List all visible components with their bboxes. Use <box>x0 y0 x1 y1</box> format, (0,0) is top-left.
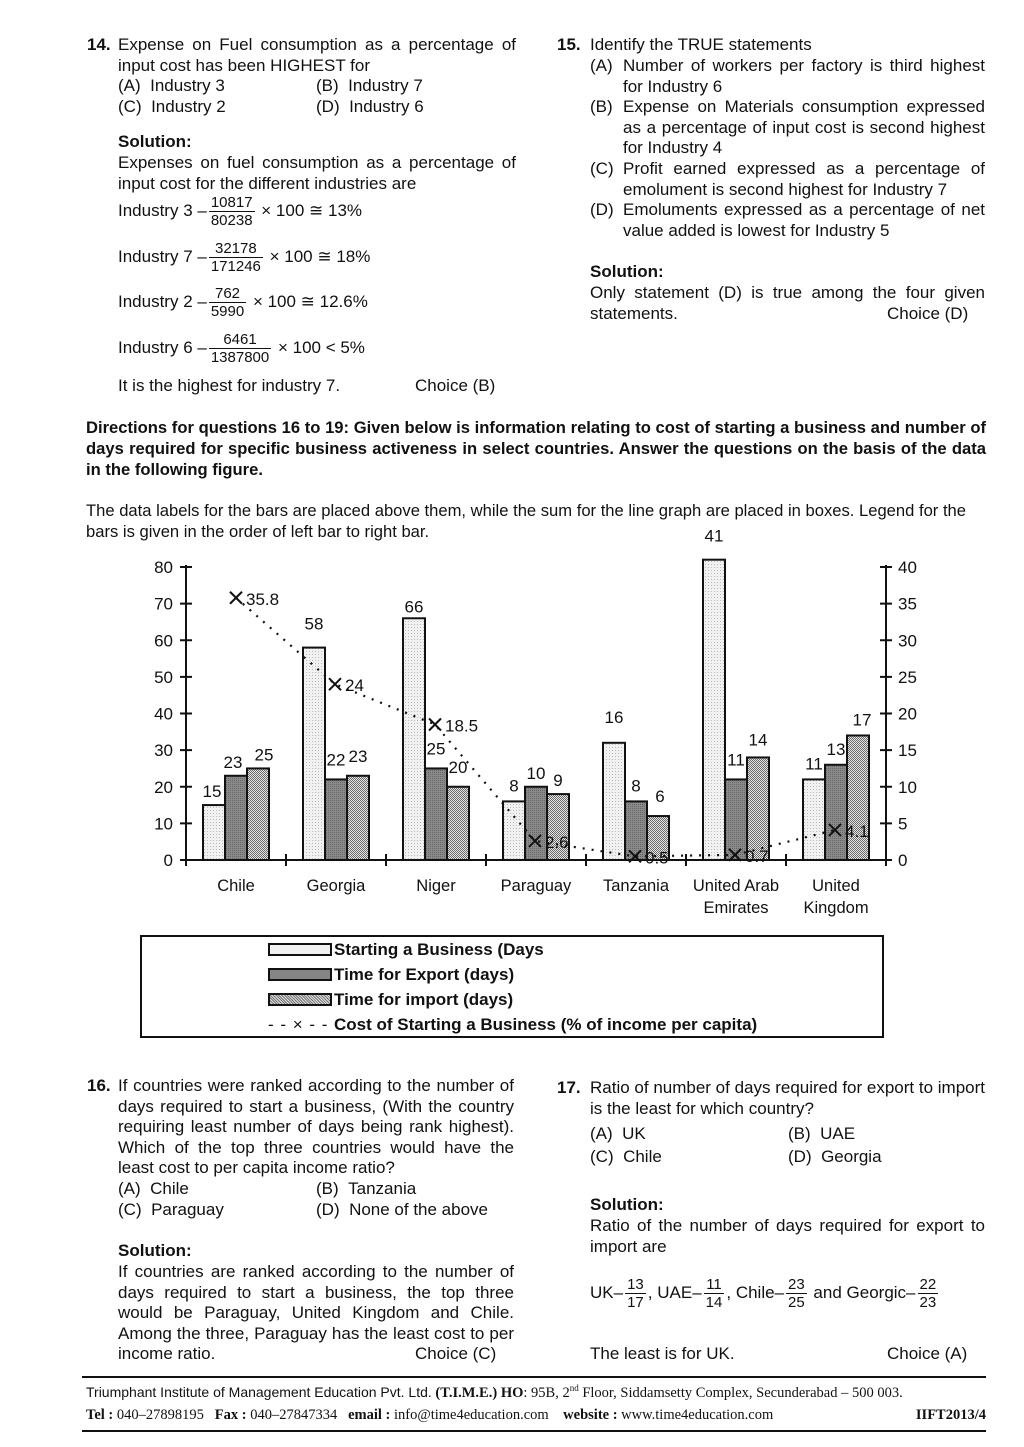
bar <box>203 805 225 860</box>
calc-row: Industry 6 – $\frac{6461}{1387800}$ × 100 < 5% <box>118 331 365 366</box>
right-tick-label: 20 <box>898 704 917 724</box>
x-marker-icon <box>429 718 441 730</box>
option-d-key[interactable]: (D) <box>590 200 614 219</box>
option-c[interactable]: (C) Paraguay <box>118 1200 224 1219</box>
option-c[interactable]: (C) Industry 2 <box>118 97 226 116</box>
bar-value-label: 20 <box>448 757 468 777</box>
dark-bar-swatch-icon <box>268 968 332 981</box>
category-label: Chile <box>217 877 255 895</box>
solution-label: Solution: <box>118 1241 192 1260</box>
option-b-text[interactable]: Expense on Materials consumption expressed as a percentage of input cost is second highest for Industry 4 <box>623 97 985 158</box>
legend-item-cost: - - × - - Cost of Starting a Business (% of income per capita) <box>268 1015 758 1034</box>
chart-note: The data labels for the bars are placed above them, while the sum for the line graph are placed in boxes. Legend for the bars is given in the order of left bar to right bar. <box>86 501 967 541</box>
category-label: United Arab Emirates <box>692 877 780 917</box>
checkered-bar-swatch-icon <box>268 993 332 1006</box>
option-c[interactable]: (C) Chile <box>590 1147 662 1166</box>
option-a-text[interactable]: Number of workers per factory is third highest for Industry 6 <box>623 56 985 96</box>
question-number: 15. <box>557 35 581 54</box>
solution-label: Solution: <box>590 262 664 281</box>
question-number: 14. <box>87 35 111 54</box>
line-value-label: 18.5 <box>445 716 479 736</box>
bar <box>525 787 547 860</box>
bar-value-label: 8 <box>509 776 519 796</box>
solution-text: Ratio of the number of days required for export to import are <box>590 1216 985 1256</box>
question-text: Identify the TRUE statements <box>590 35 812 54</box>
bar-value-label: 13 <box>826 739 846 759</box>
website-link[interactable]: www.time4education.com <box>621 1407 774 1423</box>
option-a[interactable]: (A) Industry 3 <box>118 76 225 95</box>
solution-label: Solution: <box>590 1195 664 1214</box>
bar-value-label: 9 <box>553 771 563 791</box>
question-text: Ratio of number of days required for export to import is the least for which country? <box>590 1078 985 1118</box>
footer-bottom-rule <box>82 1430 986 1432</box>
left-tick-label: 50 <box>154 667 173 687</box>
conclusion: The least is for UK. <box>590 1344 735 1363</box>
ratio-row: UK– $\frac{13}{17}$ , UAE– $\frac{11}{14}$ , Chile– $\frac{23}{25}$ and Georgic– $\frac{22}{23}$ <box>590 1276 937 1311</box>
bar-value-label: 16 <box>604 707 624 727</box>
bar <box>625 801 647 860</box>
choice: Choice (B) <box>415 376 496 395</box>
left-tick-label: 0 <box>163 851 173 870</box>
line-value-label: 35.8 <box>246 589 280 609</box>
left-tick-label: 60 <box>154 631 173 651</box>
option-b[interactable]: (B) Tanzania <box>316 1179 417 1198</box>
left-tick-label: 40 <box>154 704 173 724</box>
bar <box>247 768 269 860</box>
bar <box>347 776 369 860</box>
bar <box>447 787 469 860</box>
bar-value-label: 23 <box>223 752 243 772</box>
bar <box>703 560 725 860</box>
option-b[interactable]: (B) Industry 7 <box>316 76 423 95</box>
bar <box>403 618 425 860</box>
legend-item-import: Time for import (days) <box>268 990 513 1010</box>
bar <box>825 765 847 860</box>
light-bar-swatch-icon <box>268 943 332 956</box>
dashed-x-line-icon: - - × - - <box>268 1015 329 1034</box>
left-tick-label: 10 <box>154 814 173 834</box>
bar-value-label: 41 <box>704 526 724 546</box>
bar-value-label: 22 <box>326 750 346 770</box>
category-label: Paraguay <box>500 877 572 895</box>
left-tick-label: 80 <box>154 558 173 577</box>
bar-value-label: 10 <box>526 763 546 783</box>
calc-row: Industry 7 – $\frac{32178}{171246}$ × 100 ≅ 18% <box>118 240 371 275</box>
legend-item-export: Time for Export (days) <box>268 965 514 985</box>
left-tick-label: 70 <box>154 594 173 614</box>
bar <box>803 779 825 860</box>
bar-value-label: 17 <box>852 710 872 730</box>
bar-value-label: 25 <box>254 745 274 765</box>
left-tick-label: 30 <box>154 741 173 761</box>
chart-legend <box>140 935 884 1038</box>
line-value-label: 0.5 <box>645 848 669 868</box>
question-text: Expense on Fuel consumption as a percentage of input cost has been HIGHEST for <box>118 35 516 75</box>
line-value-label: 4.1 <box>845 821 869 841</box>
calc-row: Industry 2 – $\frac{762}{5990}$ × 100 ≅ 12.6% <box>118 285 368 320</box>
bar <box>425 768 447 860</box>
option-c-key[interactable]: (C) <box>590 159 614 178</box>
option-d-text[interactable]: Emoluments expressed as a percentage of net value added is lowest for Industry 5 <box>623 200 985 240</box>
bar-value-label: 15 <box>202 782 222 802</box>
right-tick-label: 0 <box>898 851 908 870</box>
solution-label: Solution: <box>118 132 192 151</box>
solution-intro: Expenses on fuel consumption as a percentage of input cost for the different industries are <box>118 153 516 193</box>
conclusion: It is the highest for industry 7. <box>118 376 341 395</box>
x-marker-icon <box>329 678 341 690</box>
option-b[interactable]: (B) UAE <box>788 1124 856 1143</box>
right-tick-label: 15 <box>898 741 917 761</box>
footer-top-rule <box>82 1376 986 1378</box>
bar-value-label: 58 <box>304 614 324 634</box>
bar-value-label: 6 <box>655 787 665 807</box>
option-a-key[interactable]: (A) <box>590 56 613 75</box>
option-a[interactable]: (A) Chile <box>118 1179 189 1198</box>
option-c-text[interactable]: Profit earned expressed as a percentage of emolument is second highest for Industry 7 <box>623 159 985 199</box>
bar <box>847 735 869 860</box>
footer-address: Triumphant Institute of Management Education Pvt. Ltd. (T.I.M.E.) HO: 95B, 2nd Floor, Siddamsetty Complex, Secunderabad – 500 003. <box>86 1383 903 1401</box>
bar-value-label: 11 <box>727 750 745 770</box>
x-marker-icon <box>230 592 242 604</box>
directions-text: Directions for questions 16 to 19: Given below is information relating to cost of starting a business and number of days required for specific business activeness in select countries. Answer the questions on the basis of the data in the following figure. <box>86 418 986 479</box>
bar <box>325 779 347 860</box>
option-b-key[interactable]: (B) <box>590 97 613 116</box>
choice: Choice (C) <box>415 1344 497 1363</box>
footer-contacts: Tel : 040–27898195 Fax : 040–27847334 email : info@time4education.com website : www.time4education.com IIFT2013/4 <box>86 1407 986 1423</box>
email-link[interactable]: info@time4education.com <box>393 1407 549 1423</box>
right-tick-label: 35 <box>898 594 917 614</box>
category-label: Georgia <box>306 877 366 895</box>
bar <box>603 743 625 860</box>
right-tick-label: 30 <box>898 631 917 651</box>
bar <box>747 757 769 860</box>
bar-value-label: 66 <box>404 597 424 617</box>
bar <box>503 801 525 860</box>
solution-text: Only statement (D) is true among the four given statements. <box>590 283 985 323</box>
option-d[interactable]: (D) Georgia <box>788 1147 882 1166</box>
choice: Choice (D) <box>887 304 969 323</box>
option-a[interactable]: (A) UK <box>590 1124 646 1143</box>
page-code: IIFT2013/4 <box>915 1407 986 1423</box>
category-label: United Kingdom <box>803 877 869 917</box>
right-tick-label: 40 <box>898 558 917 577</box>
right-tick-label: 10 <box>898 777 917 797</box>
bar <box>303 648 325 860</box>
bar-value-label: 14 <box>748 730 768 750</box>
calc-row: Industry 3 – $\frac{10817}{80238}$ × 100 ≅ 13% <box>118 194 363 229</box>
left-tick-label: 20 <box>154 777 173 797</box>
line-value-label: 2.6 <box>545 832 569 852</box>
bar-value-label: 25 <box>426 739 446 759</box>
category-label: Niger <box>416 877 456 895</box>
choice: Choice (A) <box>887 1344 968 1363</box>
question-text: If countries were ranked according to the number of days required to start a business, (With the country requiring least number of days being rank highest). Which of the top three countries would have the least cost to per capita income ratio? <box>118 1076 514 1178</box>
right-tick-label: 25 <box>898 667 917 687</box>
legend-item-starting-business: Starting a Business (Days <box>268 940 544 960</box>
question-number: 17. <box>557 1078 581 1097</box>
bar <box>725 779 747 860</box>
bar-value-label: 11 <box>805 754 823 774</box>
bar-value-label: 8 <box>631 776 641 796</box>
category-label: Tanzania <box>602 877 670 895</box>
option-d[interactable]: (D) None of the above <box>316 1200 489 1219</box>
line-value-label: 0.7 <box>745 846 769 866</box>
question-number: 16. <box>87 1076 111 1095</box>
solution-text: If countries are ranked according to the number of days required to start a business, the top three would be Paraguay, United Kingdom and Chile. Among the three, Paraguay has the least cost to per income ratio. <box>118 1262 514 1364</box>
right-tick-label: 5 <box>898 814 908 834</box>
bar-value-label: 23 <box>348 746 368 766</box>
option-d[interactable]: (D) Industry 6 <box>316 97 424 116</box>
bar <box>225 776 247 860</box>
line-value-label: 24 <box>345 676 364 696</box>
